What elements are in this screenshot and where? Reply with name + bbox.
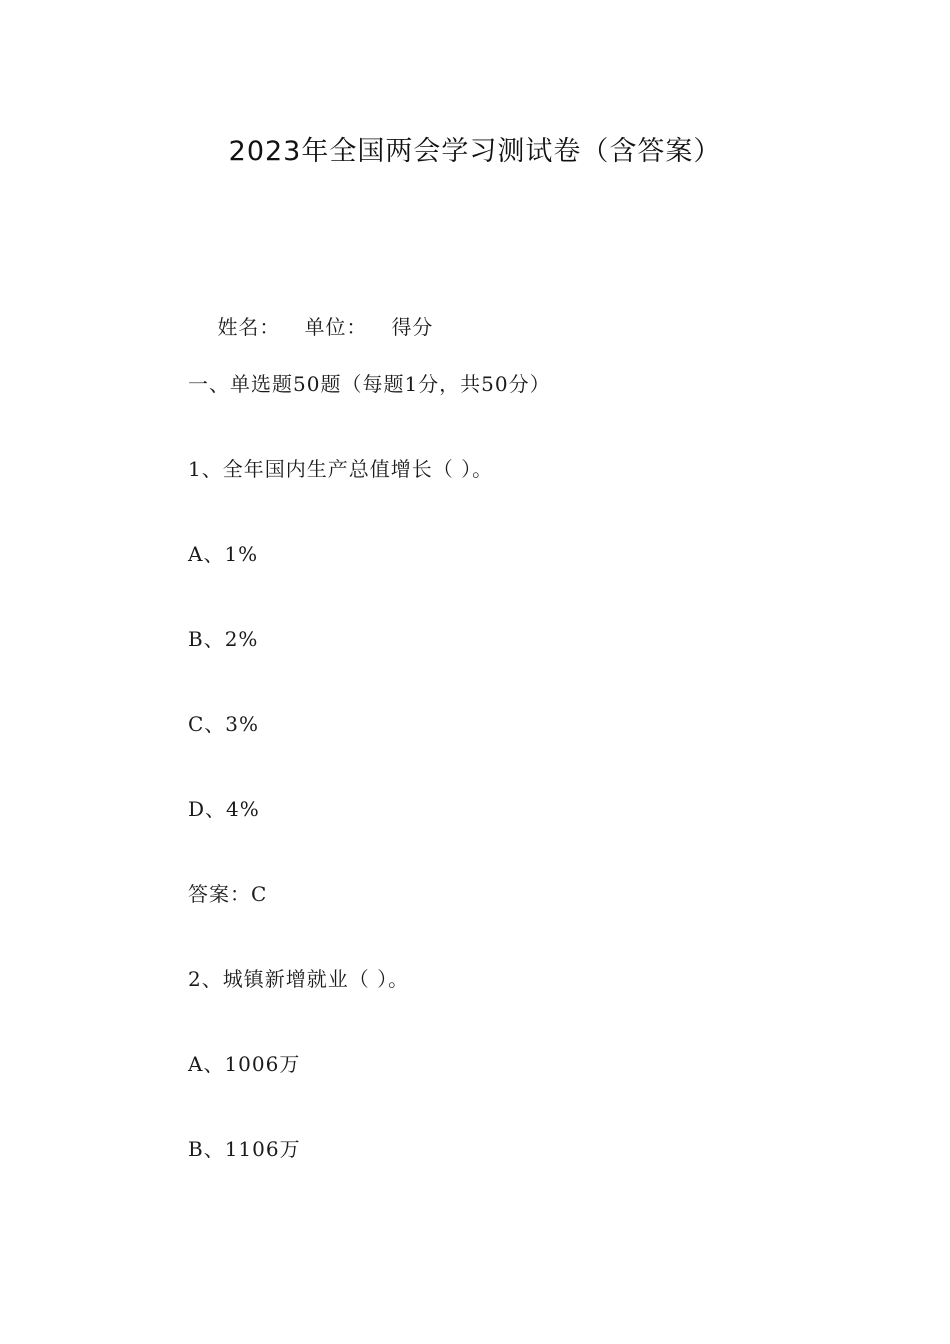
examinee-info-row bbox=[188, 285, 457, 369]
name-label: 姓名： bbox=[217, 315, 281, 339]
document-title: 2023年全国两会学习测试卷（含答案） bbox=[228, 136, 722, 167]
unit-label: 单位： bbox=[304, 315, 368, 339]
answer-line: 答案：C bbox=[188, 882, 268, 906]
question-stem: 1、全年国内生产总值增长（ ）。 bbox=[188, 457, 494, 481]
option-c: C、3% bbox=[188, 712, 260, 736]
option-b: B、2% bbox=[188, 627, 259, 651]
question-stem: 2、城镇新增就业（ ）。 bbox=[188, 967, 410, 991]
option-a: A、1% bbox=[188, 542, 259, 566]
option-a: A、1006万 bbox=[188, 1052, 301, 1076]
option-d: D、4% bbox=[188, 797, 260, 821]
section-heading: 一、单选题50题（每题1分，共50分） bbox=[188, 372, 551, 396]
option-b: B、1106万 bbox=[188, 1137, 301, 1161]
score-label: 得分 bbox=[391, 315, 434, 339]
